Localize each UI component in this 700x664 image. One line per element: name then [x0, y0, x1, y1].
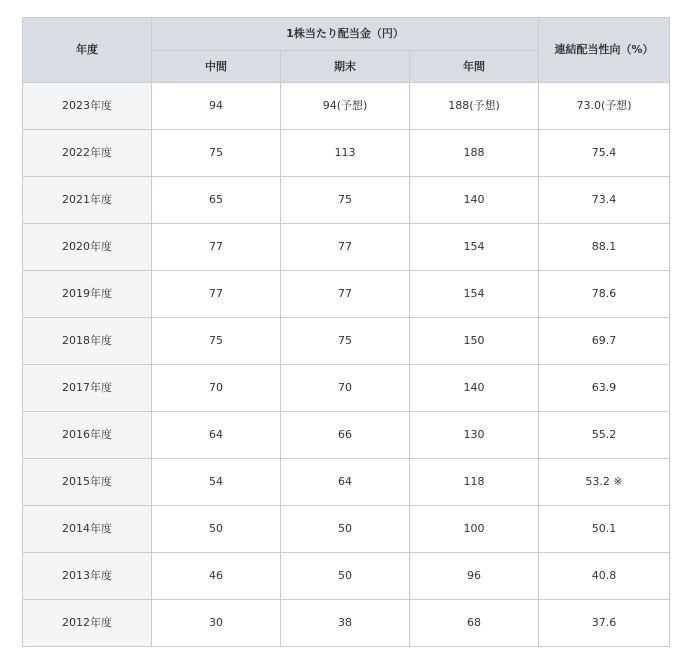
cell-interim: 75: [152, 318, 281, 365]
cell-payout: 50.1: [539, 506, 670, 553]
table-row: [23, 224, 670, 271]
cell-interim: 46: [152, 553, 281, 600]
cell-annual: 130: [410, 412, 539, 459]
cell-interim: 64: [152, 412, 281, 459]
cell-year: 2016年度: [23, 412, 152, 459]
cell-interim: 50: [152, 506, 281, 553]
header-payout-ratio: 連結配当性向（%）: [539, 18, 670, 83]
header-dividend-per-share: 1株当たり配当金（円）: [152, 18, 539, 51]
cell-year: 2013年度: [23, 553, 152, 600]
cell-annual: 154: [410, 224, 539, 271]
cell-year: 2015年度: [23, 459, 152, 506]
cell-year-end: 38: [281, 600, 410, 647]
table-row: [23, 506, 670, 553]
header-year-end: 期末: [281, 51, 410, 83]
table-row: [23, 271, 670, 318]
cell-year: 2019年度: [23, 271, 152, 318]
cell-payout: 78.6: [539, 271, 670, 318]
cell-annual: 154: [410, 271, 539, 318]
table-row: [23, 365, 670, 412]
cell-year-end: 75: [281, 318, 410, 365]
cell-year-end: 70: [281, 365, 410, 412]
cell-annual: 150: [410, 318, 539, 365]
cell-annual: 140: [410, 177, 539, 224]
cell-year-end: 50: [281, 553, 410, 600]
header-year: 年度: [23, 18, 152, 83]
table-row: [23, 318, 670, 365]
cell-year-end: 77: [281, 224, 410, 271]
table-row: [23, 177, 670, 224]
cell-annual: 96: [410, 553, 539, 600]
cell-year-end: 75: [281, 177, 410, 224]
dividend-table: [22, 17, 670, 647]
cell-interim: 65: [152, 177, 281, 224]
cell-interim: 54: [152, 459, 281, 506]
cell-payout: 75.4: [539, 130, 670, 177]
cell-annual: 188: [410, 130, 539, 177]
cell-year: 2022年度: [23, 130, 152, 177]
cell-year: 2018年度: [23, 318, 152, 365]
cell-payout: 88.1: [539, 224, 670, 271]
cell-annual: 140: [410, 365, 539, 412]
table-body: [23, 83, 670, 647]
cell-year-end: 50: [281, 506, 410, 553]
cell-interim: 75: [152, 130, 281, 177]
cell-interim: 30: [152, 600, 281, 647]
cell-payout: 73.4: [539, 177, 670, 224]
cell-payout: 53.2 ※: [539, 459, 670, 506]
header-row-1: [23, 18, 670, 51]
cell-annual: 100: [410, 506, 539, 553]
cell-year: 2020年度: [23, 224, 152, 271]
cell-interim: 77: [152, 224, 281, 271]
table-row: [23, 412, 670, 459]
header-annual: 年間: [410, 51, 539, 83]
cell-year: 2017年度: [23, 365, 152, 412]
cell-payout: 69.7: [539, 318, 670, 365]
cell-year-end: 77: [281, 271, 410, 318]
header-interim: 中間: [152, 51, 281, 83]
table-row: [23, 130, 670, 177]
cell-interim: 94: [152, 83, 281, 130]
table-header: [23, 18, 670, 83]
cell-payout: 73.0(予想): [539, 83, 670, 130]
dividend-table-container: [22, 17, 669, 647]
table-row: [23, 553, 670, 600]
cell-payout: 37.6: [539, 600, 670, 647]
cell-interim: 70: [152, 365, 281, 412]
cell-year: 2012年度: [23, 600, 152, 647]
cell-payout: 40.8: [539, 553, 670, 600]
cell-year-end: 94(予想): [281, 83, 410, 130]
cell-year: 2023年度: [23, 83, 152, 130]
cell-year-end: 66: [281, 412, 410, 459]
cell-year: 2014年度: [23, 506, 152, 553]
cell-payout: 63.9: [539, 365, 670, 412]
cell-payout: 55.2: [539, 412, 670, 459]
cell-annual: 118: [410, 459, 539, 506]
cell-year-end: 64: [281, 459, 410, 506]
cell-year-end: 113: [281, 130, 410, 177]
cell-year: 2021年度: [23, 177, 152, 224]
cell-annual: 68: [410, 600, 539, 647]
table-row: [23, 83, 670, 130]
cell-annual: 188(予想): [410, 83, 539, 130]
table-row: [23, 459, 670, 506]
table-row: [23, 600, 670, 647]
cell-interim: 77: [152, 271, 281, 318]
